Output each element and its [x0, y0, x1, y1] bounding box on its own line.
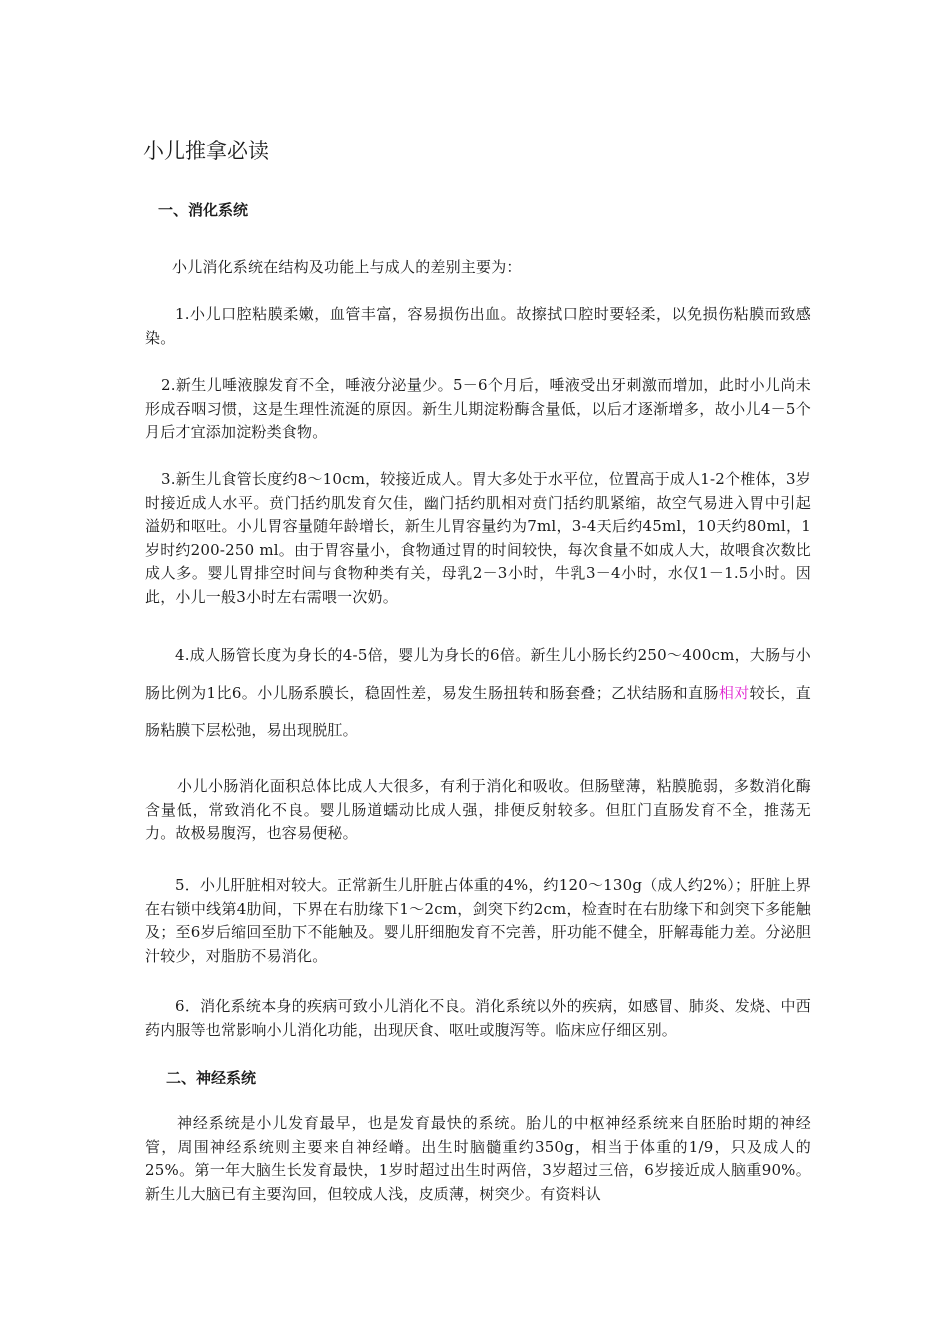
paragraph-nervous: 神经系统是小儿发育最早，也是发育最快的系统。胎儿的中枢神经系统来自胚胎时期的神经管，周围神经系统则主要来自神经嵴。出生时脑髓重约350g，相当于体重的1/9，只及成人的25%。第一年大脑生长发育最快，1岁时超过出生时两倍，3岁超过三倍，6岁接近成人脑重90%。新生儿大脑已有主要沟回，但较成人浅，皮质薄，树突少。有资料认 — [145, 1114, 811, 1203]
paragraph-item-4-text-before: 4.成人肠管长度为身长的4-5倍，婴儿为身长的6倍。新生儿小肠长约250～400cm，大肠与小肠比例为1比6。小儿肠系膜长，稳固性差，易发生肠扭转和肠套叠；乙状结肠和直肠 — [145, 646, 811, 702]
paragraph-item-3: 3.新生儿食管长度约8～10cm，较接近成人。胃大多处于水平位，位置高于成人1-2个椎体，3岁时接近成人水平。贲门括约肌发育欠佳，幽门括约肌相对贲门括约肌紧缩，故空气易进入胃中引起溢奶和呕吐。小儿胃容量随年龄增长，新生儿胃容量约为7ml，3-4天后约45ml，10天约80ml，1岁时约200-250 ml。由于胃容量小，食物通过胃的时间较快，每次食量不如成人大，故喂食次数比成人多。婴儿胃排空时间与食物种类有关，母乳2－3小时，牛乳3－4小时，水仅1－1.5小时。因此，小儿一般3小时左右需喂一次奶。 — [145, 470, 811, 606]
paragraph-intestine: 小儿小肠消化面积总体比成人大很多，有利于消化和吸收。但肠壁薄，粘膜脆弱，多数消化酶含量低，常致消化不良。婴儿肠道蠕动比成人强，排便反射较多。但肛门直肠发育不全，推荡无力。故极易腹泻，也容易便秘。 — [145, 777, 811, 842]
paragraph-item-4 — [145, 637, 811, 750]
section-heading-nervous: 二、神经系统 — [166, 1069, 257, 1087]
paragraph-intro: 小儿消化系统在结构及功能上与成人的差别主要为： — [172, 258, 522, 276]
paragraph-item-1: 1.小儿口腔粘膜柔嫩，血管丰富，容易损伤出血。故擦拭口腔时要轻柔，以免损伤粘膜而致感染。 — [145, 305, 811, 347]
paragraph-item-5: 5．小儿肝脏相对较大。正常新生儿肝脏占体重的4%，约120～130g（成人约2%）；肝脏上界在右锁中线第4肋间，下界在右肋缘下1～2cm，剑突下约2cm，检查时在右肋缘下和剑突下多能触及；至6岁后缩回至肋下不能触及。婴儿肝细胞发育不完善，肝功能不健全，肝解毒能力差。分泌胆汁较少，对脂肪不易消化。 — [145, 876, 811, 965]
paragraph-item-4-text-after: 较长，直肠粘膜下层松弛，易出现脱肛。 — [145, 683, 811, 739]
paragraph-item-6: 6．消化系统本身的疾病可致小儿消化不良。消化系统以外的疾病，如感冒、肺炎、发烧、中西药内服等也常影响小儿消化功能，出现厌食、呕吐或腹泻等。临床应仔细区别。 — [145, 997, 811, 1039]
paragraph-item-2: 2.新生儿唾液腺发育不全，唾液分泌量少。5－6个月后，唾液受出牙刺激而增加，此时小儿尚未形成吞咽习惯，这是生理性流涎的原因。新生儿期淀粉酶含量低，以后才逐渐增多，故小儿4－5个月后才宜添加淀粉类食物。 — [145, 376, 811, 441]
section-heading-digestive: 一、消化系统 — [158, 201, 249, 219]
page-title: 小儿推拿必读 — [143, 139, 269, 163]
highlight-link-text: 相对 — [718, 683, 750, 702]
